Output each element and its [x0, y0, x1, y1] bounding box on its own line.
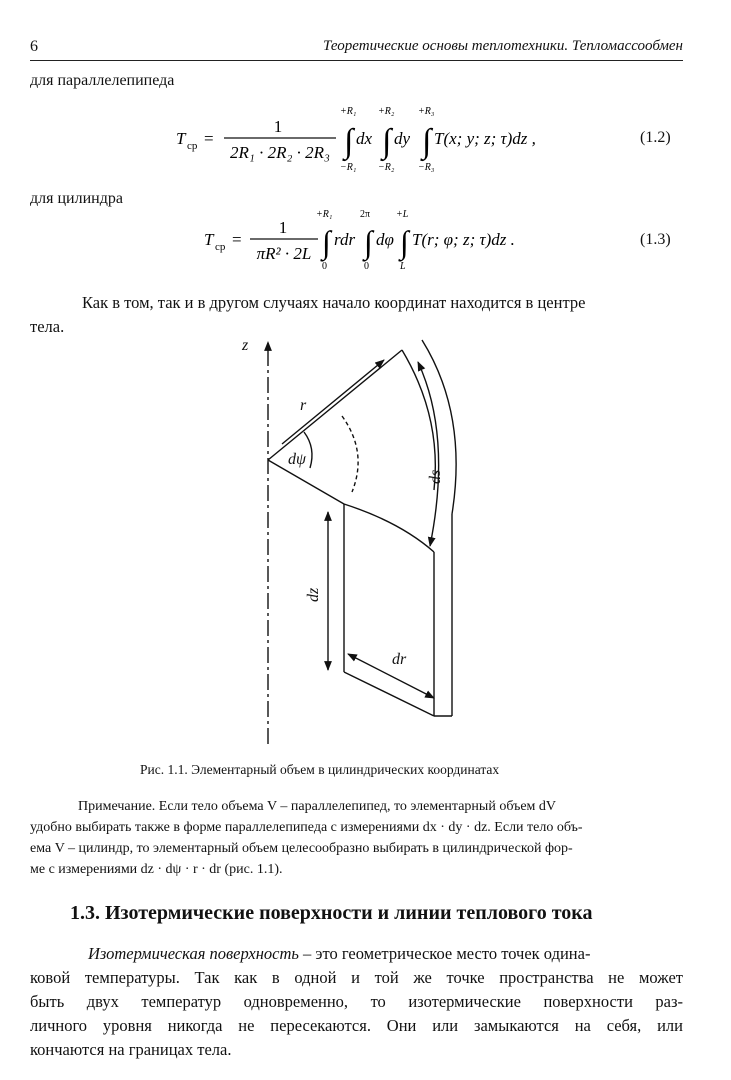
dr-arrow — [348, 654, 434, 698]
header-rule — [30, 60, 683, 61]
eq12-integral-1: ∫ — [344, 123, 354, 160]
paragraph-isotherm-line-4: личного уровня никогда не пересекаются. Они или замыкаются на себя, или — [30, 1016, 683, 1035]
eq13-integrand: T(r; φ; z; τ)dz . — [412, 230, 515, 249]
eq12-lim2-top: +R₂ — [378, 106, 395, 117]
eq13-rdr: rdr — [334, 230, 356, 249]
eq13-lim3-bot: L — [400, 261, 406, 272]
label-dr: dr — [392, 651, 407, 668]
eq13-lim3-top: +L — [396, 209, 409, 220]
outer-arc-top — [402, 350, 435, 490]
paragraph-origin-line-1: Как в том, так и в другом случаях начало координат находится в центре — [82, 293, 586, 312]
term-isothermal-surface: Изотермическая поверхность — [88, 944, 299, 963]
inner-arc — [342, 416, 358, 492]
note-line-2: удобно выбирать также в форме параллелепипеда с измерениями dx · dy · dz. Если тело объ- — [30, 820, 583, 835]
label-dpsi: dψ — [288, 451, 306, 468]
paragraph-origin-line-2: тела. — [30, 317, 65, 336]
label-ds: ds — [427, 469, 444, 484]
equation-1-2 — [160, 100, 580, 178]
eq12-integrand: T(x; y; z; τ)dz , — [434, 129, 536, 148]
eq13-lim2-bot: 0 — [364, 261, 369, 272]
label-z: z — [242, 337, 249, 354]
note-line-3: ема V – цилиндр, то элементарный объем целесообразно выбирать в цилиндрической фор- — [30, 841, 573, 856]
figure-elementary-volume — [220, 332, 520, 752]
paragraph-isotherm-line-2: ковой температуры. Так как в одной и той же точке пространства не может — [30, 968, 683, 987]
eq12-integral-2: ∫ — [382, 123, 392, 160]
eq13-dphi: dφ — [376, 230, 394, 249]
label-dz: dz — [305, 587, 322, 602]
bottom-edge-front — [344, 672, 434, 716]
note-line-1: Примечание. Если тело объема V – параллелепипед, то элементарный объем dV — [78, 799, 557, 814]
page-number: 6 — [30, 38, 38, 55]
eq13-integral-3: ∫ — [400, 224, 409, 260]
label-cylinder: для цилиндра — [30, 190, 123, 207]
label-r: r — [300, 397, 307, 414]
eq12-lim2-bot: −R₂ — [378, 162, 395, 173]
eq13-lim1-bot: 0 — [322, 261, 327, 272]
eq13-denominator: πR² · 2L — [256, 244, 312, 263]
eq13-numerator: 1 — [278, 218, 288, 237]
label-parallelepiped: для параллелепипеда — [30, 72, 175, 89]
eq13-lim1-top: +R₁ — [316, 209, 333, 220]
eq12-integral-3: ∫ — [422, 123, 432, 160]
paragraph-isotherm-line-1 — [88, 942, 683, 966]
sector-edge — [344, 504, 434, 552]
eq12-numerator: 1 — [273, 117, 283, 136]
eq12-equals: = — [204, 129, 214, 148]
paragraph-isotherm-line-1-rest: – это геометрическое место точек одина- — [298, 944, 591, 963]
eq13-lim2-top: 2π — [360, 209, 371, 220]
eq13-equals: = — [232, 230, 242, 249]
figure-caption: Рис. 1.1. Элементарный объем в цилиндрических координатах — [140, 762, 500, 777]
eq12-lim3-top: +R₃ — [418, 106, 435, 117]
eq12-denominator: 2R₁ · 2R₂ · 2R₃ — [230, 143, 330, 162]
running-title: Теоретические основы теплотехники. Тепломассообмен — [323, 38, 683, 54]
section-heading: 1.3. Изотермические поверхности и линии теплового тока — [70, 902, 593, 924]
eq-1-2-number: (1.2) — [640, 129, 671, 146]
equation-1-3 — [190, 205, 550, 277]
eq13-lhs-sub: ср — [215, 241, 226, 253]
eq13-lhs: T — [204, 230, 214, 249]
eq12-lhs-sub: ср — [187, 140, 198, 152]
paragraph-isotherm-line-3: быть двух температур одновременно, то изотермические поверхности раз- — [30, 992, 683, 1011]
r-arrow — [282, 360, 384, 444]
radius-upper — [268, 350, 402, 460]
radius-lower — [268, 460, 344, 504]
outer-arc-right — [422, 340, 456, 514]
note-line-4: ме с измерениями dz · dψ · r · dr (рис. 1.1). — [30, 862, 283, 877]
eq12-dx: dx — [356, 129, 373, 148]
eq12-lim1-top: +R₁ — [340, 106, 357, 117]
eq-1-3-number: (1.3) — [640, 231, 671, 248]
eq12-lim1-bot: −R₁ — [340, 162, 357, 173]
eq13-integral-2: ∫ — [364, 224, 373, 260]
eq12-dy: dy — [394, 129, 411, 148]
paragraph-isotherm-line-5: кончаются на границах тела. — [30, 1040, 232, 1059]
eq12-lhs: T — [176, 129, 186, 148]
eq13-integral-1: ∫ — [322, 224, 331, 260]
eq12-lim3-bot: −R₃ — [418, 162, 435, 173]
